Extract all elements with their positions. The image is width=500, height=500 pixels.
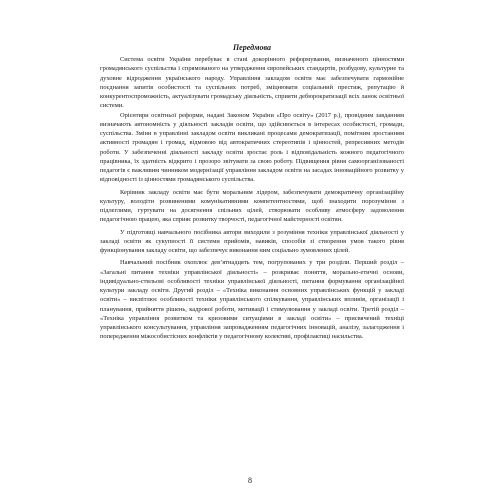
paragraph-4: У підготовці навчального посібника автори виходили з розуміння техніки управлінської діяльності у закладі освіти як сукупності її системи прийомів, навиків, способів зі створення умов такого рівня функціонування закладу освіти, що забезпечує виконання ним соціально зумовлених цілей. (100, 228, 404, 254)
paragraph-1: Система освіти України перебуває в стані докорінного реформування, визначеного цінностями громадянського суспільства і спрямованого на утвердження європейських стандартів, розбудову, культурне та духовне відродження українського народу. Управління закладом освіти має забезпечувати гармонійне поєднання запитів особистості та суспільних потреб, зміцнювати соціальний престиж, репутацію й конкурентоспроможність, актуалізувати громадську діяльність, сприяти дебюрократизації всіх ланок освітньої системи. (100, 56, 404, 110)
paragraph-2: Орієнтири освітньої реформи, надані Законом України «Про освіту» (2017 р.), провідним завданням визначають автономність у діяльності закладів освіти, що здійснюється в інтересах особистості, громади, суспільства. Зміни в управлінні закладом освіти викликані процесами демократизації, помітним зростанням активності громадян і громад, відмовою від автократичних стереотипів і цінностей, репресивних методів роботи. У забезпеченні діяльності закладу освіти зростає роль і відповідальність кожного педагогічного працівника, їх здатність відкрито і прозоро звітувати за свою роботу. Підвищення рівня самоорганізованості педагогів є важливим чинником модернізації управління закладом освіти на засадах інноваційного розвитку у відповідності із цінностями громадянського суспільства. (100, 111, 404, 184)
page-number: 8 (248, 476, 252, 485)
page-title: Передмова (232, 43, 272, 52)
page-content (100, 43, 404, 342)
paragraph-5: Навчальний посібник охоплює дев’ятнадцять тем, погрупованих у три розділи. Перший розділ – «Загальні питання техніки управлінської діяльності» – розкриває поняття, морально-етичні основи, індивідуально-стильові особливості техніки управлінської діяльності, питання формування організаційної культури закладу освіти. Другий розділ – «Техніка виконання основних управлінських функцій у закладі освіти» – висвітлює особливості техніки управлінського спілкування, управлінських впливів, організації і планування, прийняття рішень, кадрової роботи, мотивації і стимулювання у закладі освіти. Третій розділ – «Техніка управління розвитком та кризовими ситуаціями в закладі освіти» – присвячений техніці управлінського консультування, управління запровадженням педагогічних інновацій, аналізу, залагодження і попередження міжособистісних конфліктів у педагогічному колективі, профілактиці насильства. (100, 259, 404, 341)
paragraph-3: Керівник закладу освіти має бути моральним лідером, забезпечувати демократичну організаційну культуру, володіти розвиненими комунікативними компетентностями, щоб знаходити порозуміння з підлеглими, гуртувати на досягнення спільних цілей, створювати особливу атмосферу задоволення педагогічною працею, яка сприяє розвитку творчості, педагогічної майстерності освітян. (100, 188, 404, 224)
